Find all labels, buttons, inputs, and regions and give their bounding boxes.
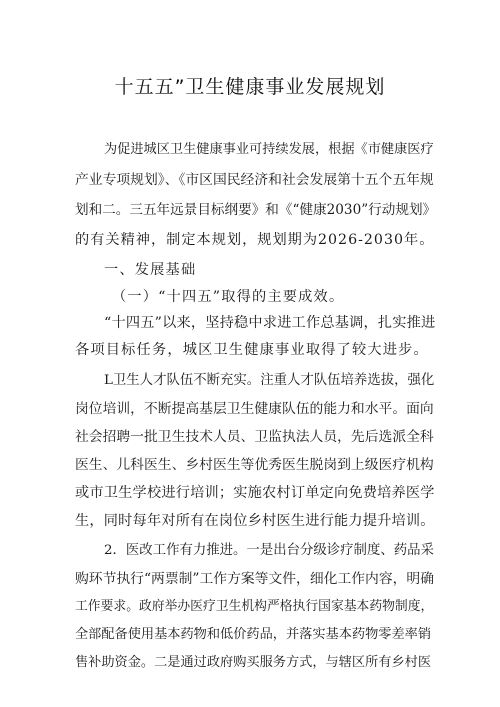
paragraph-line: 售补助资金。二是通过政府购买服务方式，与辖区所有乡村医	[75, 655, 432, 670]
paragraph-line: 或市卫生学校进行培训；实施农村订单定向免费培养医学	[75, 485, 435, 501]
section-heading: 一、发展基础	[104, 262, 197, 278]
paragraph-line: 2．医改工作有力推进。一是出台分级诊疗制度、药品采	[104, 543, 434, 558]
paragraph-line: 的有关精神，制定本规划，规划期为2026-2030年。	[75, 232, 435, 248]
paragraph-line: “十四五”以来，坚持稳中求进工作总基调，扎实推进	[104, 315, 436, 331]
paragraph-line: 工作要求。政府举办医疗卫生机构严格执行国家基本药物制度，	[75, 599, 434, 614]
paragraph-line: L卫生人才队伍不断充实。注重人才队伍培养选拔，强化	[104, 373, 435, 388]
paragraph-line: 划和二。三五年远景目标纲要》和《“健康2030”行动规划》	[75, 202, 437, 218]
paragraph-line: 产业专项规划》、《市区国民经济和社会发展第十五个五年规	[75, 172, 434, 188]
paragraph-line: 生，同时每年对所有在岗位乡村医生进行能力提升培训。	[75, 513, 435, 529]
subsection-heading: （一）“十四五”取得的主要成效。	[112, 289, 345, 305]
paragraph-line: 为促进城区卫生健康事业可持续发展，根据《市健康医疗	[104, 142, 434, 157]
paragraph-line: 岗位培训，不断提高基层卫生健康队伍的能力和水平。面向	[75, 401, 434, 417]
paragraph-line: 购环节执行“两票制”工作方案等文件，细化工作内容，明确	[75, 571, 435, 587]
paragraph-line: 各项目标任务，城区卫生健康事业取得了较大进步。	[75, 342, 429, 358]
paragraph-line: 医生、儿科医生、乡村医生等优秀医生脱岗到上级医疗机构	[75, 457, 434, 473]
paragraph-line: 全部配备使用基本药物和低价药品，并落实基本药物零差率销	[75, 627, 432, 642]
paragraph-line: 社会招聘一批卫生技术人员、卫监执法人员，先后选派全科	[75, 429, 434, 445]
document-title: 十五五”卫生健康事业发展规划	[114, 76, 386, 98]
